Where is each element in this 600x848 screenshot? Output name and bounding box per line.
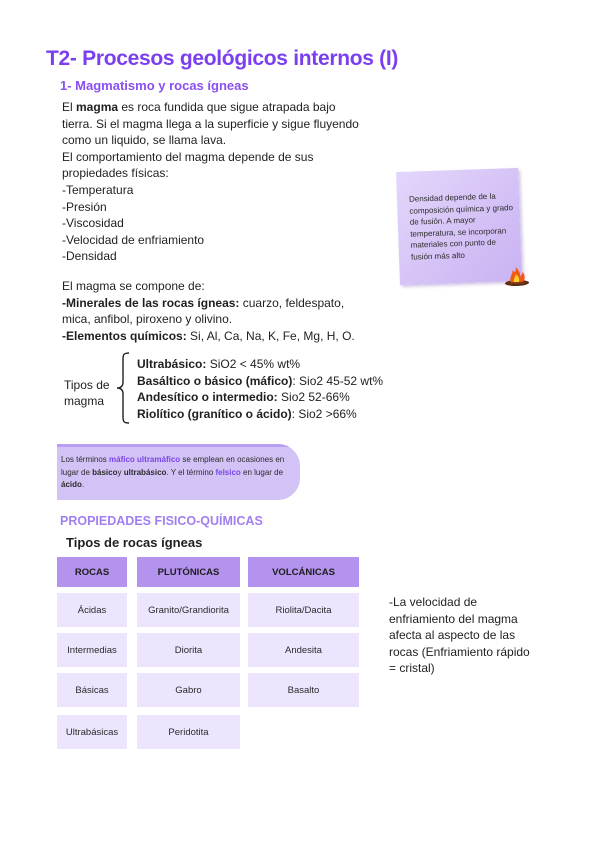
magma-type: Riolítico (granítico o ácido): Sio2 >66% — [137, 406, 357, 421]
sticky-note — [396, 168, 522, 285]
minerals-line: mica, anfibol, piroxeno y olivino. — [62, 312, 233, 327]
table-cell: Ultrabásicas — [57, 715, 127, 749]
list-item: -Densidad — [62, 249, 117, 264]
table-cell: Granito/Grandiorita — [137, 593, 240, 627]
elements-line: -Elementos químicos: Si, Al, Ca, Na, K, Fe, Mg, H, O. — [62, 328, 355, 343]
callout-text: Los términos máfico ultramáfico se emplean en ocasiones en lugar de básicoy ultrabásico. Y el término felsico en lugar de ácido. — [61, 455, 285, 489]
properties-list — [62, 182, 204, 265]
intro-line: tierra. Si el magma llega a la superficie y sigue fluyendo — [62, 116, 359, 131]
table-cell: Gabro — [137, 673, 240, 707]
table-header-cell: VOLCÁNICAS — [248, 557, 359, 587]
note-text: Densidad depende de la composición química y grado de fusión. A mayor temperatura, se incorporan materiales con punto de fusión más alto — [408, 191, 514, 262]
callout-box — [57, 444, 300, 500]
table-cell: Intermedias — [57, 633, 127, 667]
table-cell: Peridotita — [137, 715, 240, 749]
table-cell: Basalto — [248, 673, 359, 707]
magma-types-list — [137, 356, 383, 422]
section-heading: PROPIEDADES FISICO-QUÍMICAS — [60, 514, 263, 528]
intro-line: El comportamiento del magma depende de sus — [62, 149, 314, 164]
intro-line: propiedades físicas: — [62, 166, 169, 181]
page-title: T2- Procesos geológicos internos (I) — [46, 47, 399, 70]
table-cell: Diorita — [137, 633, 240, 667]
table-title: Tipos de rocas ígneas — [66, 535, 203, 550]
brace-icon — [116, 352, 132, 424]
section-subtitle: 1- Magmatismo y rocas ígneas — [60, 78, 249, 93]
side-note: -La velocidad de enfriamiento del magma afecta al aspecto de las rocas (Enfriamiento rápido = cristal) — [389, 595, 530, 676]
table-cell: Básicas — [57, 673, 127, 707]
table-cell: Andesita — [248, 633, 359, 667]
magma-type: Ultrabásico: SiO2 < 45% wt% — [137, 357, 301, 371]
intro-paragraph — [62, 99, 392, 182]
list-item: -Viscosidad — [62, 216, 124, 231]
composition-block — [62, 278, 355, 344]
minerals-line: -Minerales de las rocas ígneas: cuarzo, feldespato, — [62, 295, 345, 310]
table-cell: Ácidas — [57, 593, 127, 627]
table-header-cell: ROCAS — [57, 557, 127, 587]
intro-line: El magma es roca fundida que sigue atrapada bajo — [62, 100, 336, 114]
callout-strip — [57, 444, 300, 447]
table-header-cell: PLUTÓNICAS — [137, 557, 240, 587]
composition-intro: El magma se compone de: — [62, 279, 205, 293]
list-item: -Velocidad de enfriamiento — [62, 232, 205, 247]
magma-type: Basáltico o básico (máfico): Sio2 45-52 wt% — [137, 373, 384, 388]
magma-type: Andesítico o intermedio: Sio2 52-66% — [137, 390, 350, 405]
magma-types-label: Tipos de magma — [64, 378, 110, 408]
list-item: -Temperatura — [62, 183, 134, 197]
intro-line: como un liquido, se llama lava. — [62, 133, 227, 148]
table-cell: Riolita/Dacita — [248, 593, 359, 627]
list-item: -Presión — [62, 199, 107, 214]
fire-icon — [503, 264, 530, 287]
